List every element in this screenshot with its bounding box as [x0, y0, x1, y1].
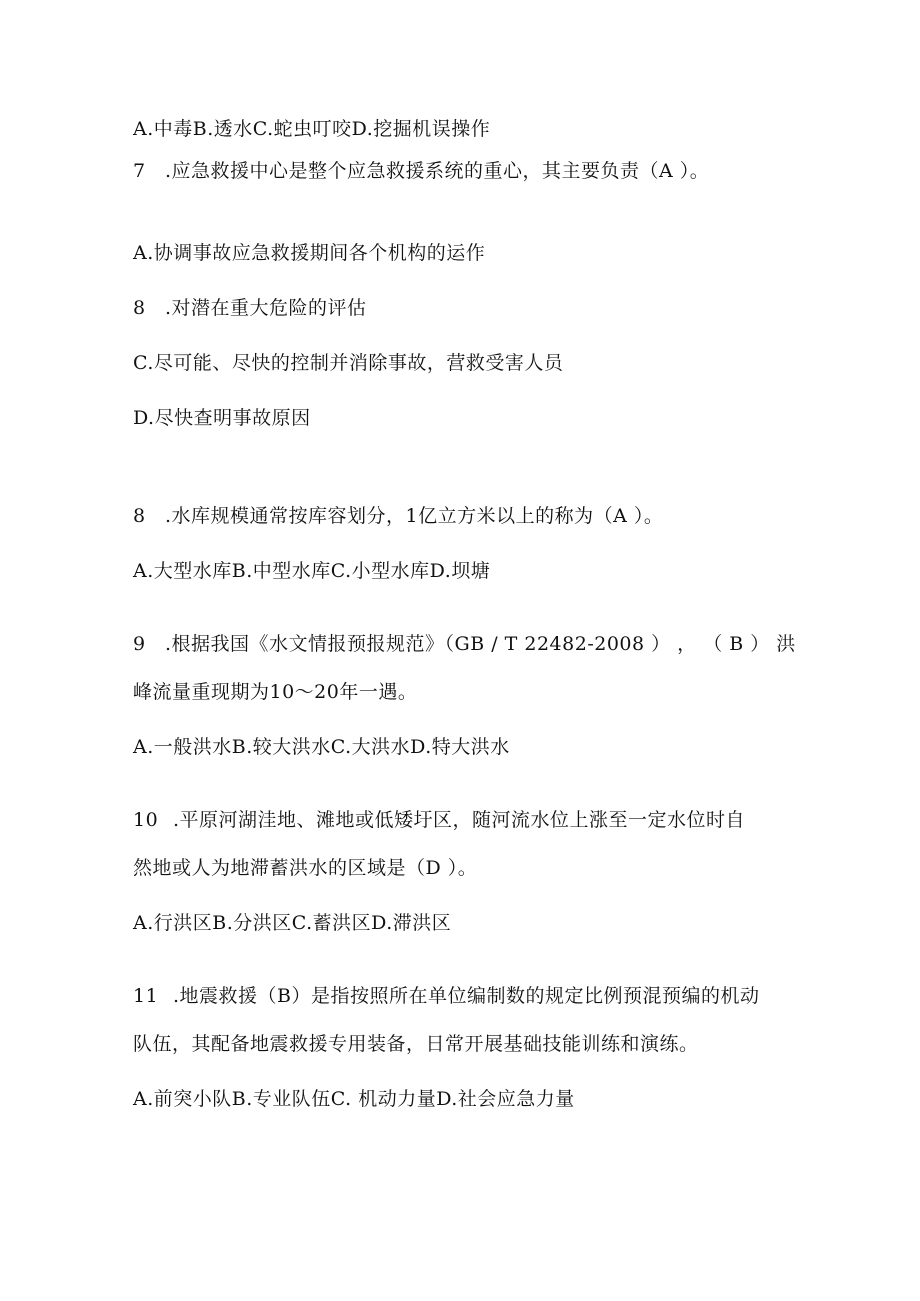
option-line-q6: A.中毒B.透水C.蛇虫叮咬D.挖掘机误操作 [133, 118, 491, 140]
question-10 [133, 808, 745, 832]
question-8 [133, 504, 663, 528]
question-number: 7 [133, 160, 146, 182]
item-text: .对潜在重大危险的评估 [165, 297, 367, 319]
question-10-continuation: 然地或人为地滞蓄洪水的区域是（D ）。 [133, 857, 478, 879]
question-text: .根据我国《水文情报预报规范》（GB / T 22482-2008 ） ， （ B ） 洪 [165, 633, 796, 655]
question-11 [133, 984, 760, 1008]
question-number: 9 [133, 633, 146, 655]
question-number: 10 [133, 809, 159, 831]
question-7 [133, 159, 709, 183]
item-number: 8 [133, 297, 146, 319]
question-9-continuation: 峰流量重现期为10～20年一遇。 [133, 681, 418, 703]
question-text: .地震救援（B）是指按照所在单位编制数的规定比例预混预编的机动 [173, 985, 760, 1007]
question-text: .平原河湖洼地、滩地或低矮圩区，随河流水位上涨至一定水位时自 [173, 809, 746, 831]
option-line-q7-a: A.协调事故应急救援期间各个机构的运作 [133, 242, 486, 264]
question-number: 11 [133, 985, 159, 1007]
option-line-q10: A.行洪区B.分洪区C.蓄洪区D.滞洪区 [133, 912, 452, 934]
option-line-q8: A.大型水库B.中型水库C.小型水库D.坝塘 [133, 560, 491, 582]
option-line-q11: A.前突小队B.专业队伍C. 机动力量D.社会应急力量 [133, 1088, 575, 1110]
question-text: .应急救援中心是整个应急救援系统的重心，其主要负责（A ）。 [165, 160, 710, 182]
option-line-q7-b [133, 296, 367, 320]
question-9 [133, 632, 796, 656]
option-line-q7-d: D.尽快查明事故原因 [133, 407, 311, 429]
option-line-q7-c: C.尽可能、尽快的控制并消除事故，营救受害人员 [133, 352, 564, 374]
question-text: .水库规模通常按库容划分，1亿立方米以上的称为（A ）。 [165, 505, 664, 527]
question-11-continuation: 队伍，其配备地震救援专用装备，日常开展基础技能训练和演练。 [133, 1033, 699, 1055]
option-line-q9: A.一般洪水B.较大洪水C.大洪水D.特大洪水 [133, 736, 510, 758]
question-number: 8 [133, 505, 146, 527]
